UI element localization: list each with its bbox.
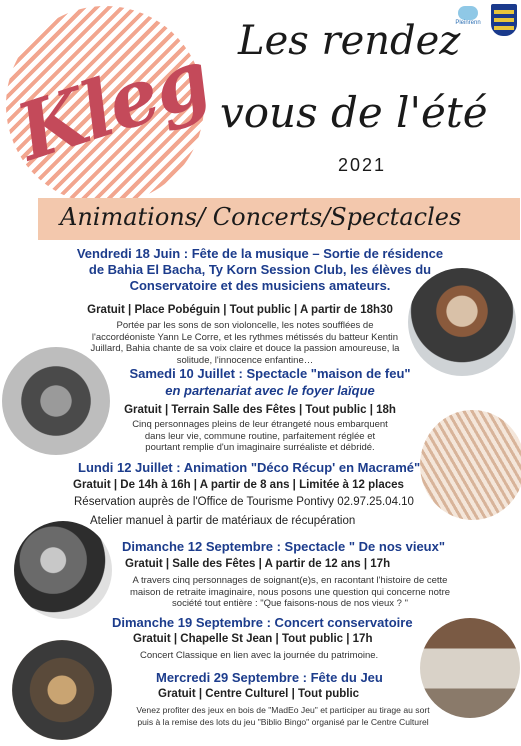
event-6-title: Mercredi 29 Septembre : Fête du Jeu (156, 670, 383, 685)
desc-line: solitude, l'innocence enfantine… (176, 354, 314, 366)
desc-line: Portée par les sons de son violoncelle, les notes soufflées de (116, 320, 374, 331)
event-2-photo (2, 347, 110, 455)
event-5-title: Dimanche 19 Septembre : Concert conservatoire (112, 615, 413, 630)
desc-line: puis à la remise des lots du jeu "Biblio Bingo" organisé par le Centre Culturel (137, 716, 429, 727)
desc-line: A travers cinq personnages de soignant(e)s, en racontant l'histoire de cette (132, 575, 448, 586)
kleg-logo-text: Kleg (6, 32, 219, 179)
banner-text: Animations/ Concerts/Spectacles (60, 203, 462, 231)
event-4-photo (14, 521, 112, 619)
desc-line: Cinq personnages pleins de leur étrangeté nous embarquent (132, 419, 388, 430)
event-6-photo (12, 640, 112, 740)
event-3-reservation: Réservation auprès de l'Office de Tourisme Pontivy 02.97.25.04.10 (74, 496, 414, 508)
desc-line: Juillard, Bahia chante de sa voix claire et douce la passion amoureuse, la (90, 343, 400, 354)
desc-line: pourtant remplie d'un imaginaire surréaliste et débridé. (145, 442, 375, 453)
desc-line: l'accordéoniste Yann Le Corre, et les rythmes métissés du batteur Kentin (91, 331, 399, 343)
year: 2021 (338, 155, 387, 175)
event-4-description (110, 575, 470, 610)
event-1-info: Gratuit | Place Pobéguin | Tout public | A partir de 18h30 (87, 304, 393, 316)
event-3-info: Gratuit | De 14h à 16h | A partir de 8 ans | Limitée à 12 places (73, 479, 404, 491)
desc-line: dans leur vie, commune routine, parfaitement réglée et (144, 430, 376, 442)
pleinrenn-logo-text: Pleinrenn (455, 20, 481, 26)
desc-line: société tout entière : "Que faisons-nous de nos vieux ? " (172, 598, 408, 609)
event-5-description: Concert Classique en lien avec la journée du patrimoine. (140, 650, 379, 661)
event-4-title: Dimanche 12 Septembre : Spectacle " De nos vieux" (122, 539, 446, 554)
desc-line: Venez profiter des jeux en bois de "MadEo Jeu" et participer au tirage au sort (136, 705, 430, 715)
title-line-2: vous de l'été (220, 88, 488, 137)
event-1-photo (408, 268, 516, 376)
title-line-1: Les rendez (238, 18, 461, 64)
event-1-title-line: Vendredi 18 Juin : Fête de la musique – Sortie de résidence (76, 246, 444, 261)
event-6-description (108, 705, 458, 728)
event-2-info: Gratuit | Terrain Salle des Fêtes | Tout public | 18h (124, 404, 396, 416)
coat-of-arms-logo (491, 4, 517, 36)
event-3-photo (420, 410, 521, 520)
event-1-description (70, 320, 420, 366)
event-1-title-line: de Bahia El Bacha, Ty Korn Session Club, les élèves du (88, 262, 432, 277)
event-1-title-line: Conservatoire et des musiciens amateurs. (129, 278, 391, 293)
pleinrenn-logo (451, 6, 485, 34)
event-6-info: Gratuit | Centre Culturel | Tout public (158, 688, 360, 700)
event-2-description (120, 419, 400, 454)
event-2-subtitle: en partenariat avec le foyer laïque (165, 383, 375, 398)
event-3-title: Lundi 12 Juillet : Animation "Déco Récup' en Macramé" (78, 460, 421, 475)
event-5-info: Gratuit | Chapelle St Jean | Tout public | 17h (133, 633, 373, 645)
desc-line: maison de retraite imaginaire, nous posons une question qui concerne notre (129, 586, 451, 598)
event-2-title: Samedi 10 Juillet : Spectacle "maison de feu" (129, 366, 411, 381)
event-3-description: Atelier manuel à partir de matériaux de récupération (90, 515, 356, 527)
cloud-icon (458, 6, 478, 20)
event-4-info: Gratuit | Salle des Fêtes | A partir de 12 ans | 17h (125, 558, 391, 570)
event-5-photo (420, 618, 520, 718)
event-1-title (60, 246, 460, 294)
